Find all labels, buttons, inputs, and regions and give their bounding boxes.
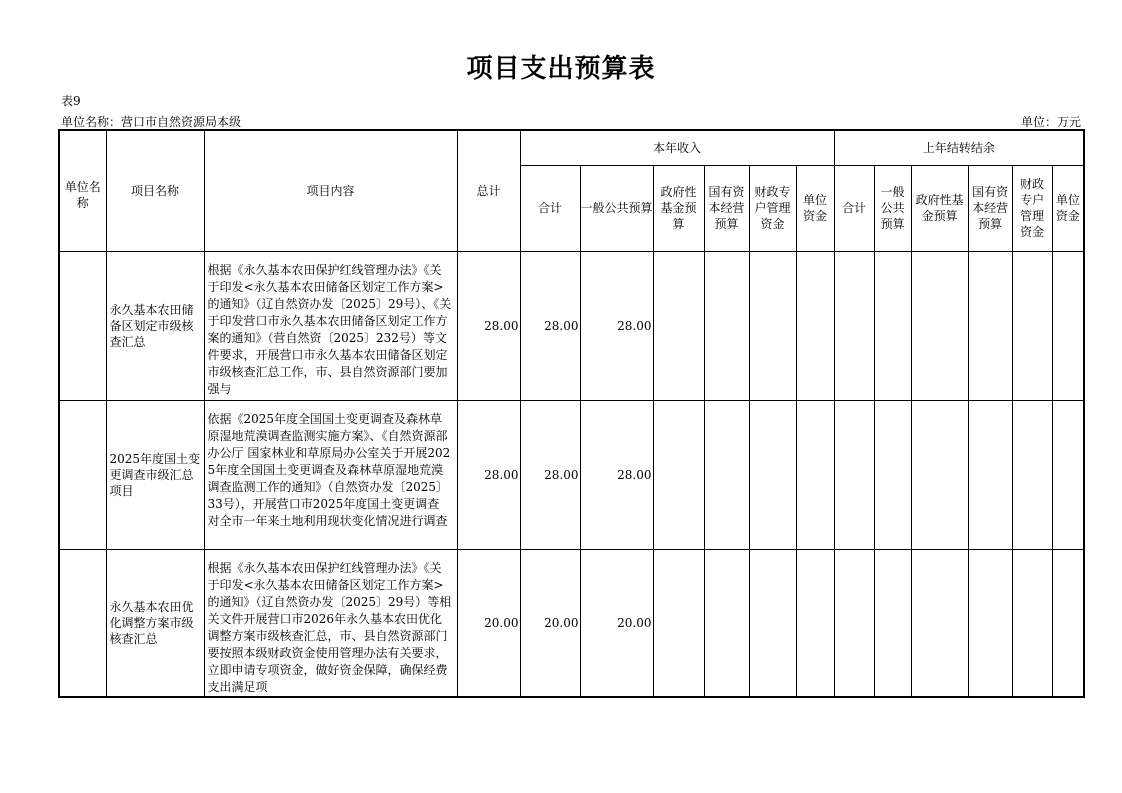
cell-empty: [796, 251, 834, 400]
cell-empty: [968, 400, 1012, 549]
header-prev-special: 财政专户管理资金: [1012, 165, 1052, 251]
cell-empty: [911, 400, 968, 549]
cell-empty: [653, 251, 704, 400]
cell-empty: [749, 549, 796, 697]
cell-empty: [1012, 549, 1052, 697]
table-row: [59, 400, 1084, 549]
header-cur-general: 一般公共预算: [580, 165, 653, 251]
cell-empty: [1012, 400, 1052, 549]
cell-cur-general: 28.00: [580, 251, 653, 400]
cell-empty: [834, 251, 874, 400]
cell-empty: [653, 400, 704, 549]
cell-project-name: 2025年度国土变更调查市级汇总项目: [106, 400, 204, 549]
cell-cur-total: 28.00: [520, 400, 580, 549]
budget-table: [58, 129, 1085, 698]
page-title: 项目支出预算表: [466, 54, 656, 84]
header-unit-name: 单位名称: [59, 130, 106, 251]
cell-empty: [834, 549, 874, 697]
cell-empty: [874, 549, 911, 697]
cell-total: 28.00: [457, 400, 520, 549]
table-number: 表9: [61, 94, 81, 108]
cell-empty: [704, 251, 749, 400]
cell-cur-general: 28.00: [580, 400, 653, 549]
cell-empty: [968, 251, 1012, 400]
cell-empty: [874, 400, 911, 549]
cell-empty: [704, 400, 749, 549]
header-project-content: 项目内容: [204, 130, 457, 251]
cell-cur-total: 20.00: [520, 549, 580, 697]
cell-cur-total: 28.00: [520, 251, 580, 400]
cell-empty: [1052, 251, 1084, 400]
header-row-1: [59, 130, 1084, 165]
cell-empty: [1052, 400, 1084, 549]
cell-empty: [911, 549, 968, 697]
header-project-name: 项目名称: [106, 130, 204, 251]
header-prev-total: 合计: [834, 165, 874, 251]
cell-project-content: 根据《永久基本农田保护红线管理办法》《关于印发<永久基本农田储备区划定工作方案>的通知》（辽自然资办发〔2025〕29号）、《关于印发营口市永久基本农田储备区划定工作方案的通知》（营自然资〔2025〕232号）等文件要求，开展营口市永久基本农田储备区划定市级核查汇总工作，市、县自然资源部门要加强与: [204, 251, 457, 400]
cell-empty: [911, 251, 968, 400]
header-cur-total: 合计: [520, 165, 580, 251]
table-row: [59, 251, 1084, 400]
cell-empty: [968, 549, 1012, 697]
cell-total: 28.00: [457, 251, 520, 400]
header-prev-general: 一般公共预算: [874, 165, 911, 251]
cell-total: 20.00: [457, 549, 520, 697]
header-cur-gov-fund: 政府性基金预算: [653, 165, 704, 251]
cell-project-name: 永久基本农田储备区划定市级核查汇总: [106, 251, 204, 400]
cell-unit-name: [59, 251, 106, 400]
cell-unit-name: [59, 549, 106, 697]
cell-empty: [749, 400, 796, 549]
unit-label: 单位：万元: [1020, 115, 1081, 129]
cell-empty: [749, 251, 796, 400]
header-cur-unit: 单位资金: [796, 165, 834, 251]
table-row: [59, 549, 1084, 697]
cell-empty: [1012, 251, 1052, 400]
header-current-income: 本年收入: [520, 130, 834, 165]
header-prev-state-capital: 国有资本经营预算: [968, 165, 1012, 251]
header-cur-special: 财政专户管理资金: [749, 165, 796, 251]
header-prev-gov-fund: 政府性基金预算: [911, 165, 968, 251]
header-cur-state-capital: 国有资本经营预算: [704, 165, 749, 251]
unit-name-label: 单位名称：营口市自然资源局本级: [61, 115, 242, 129]
cell-project-content: 依据《2025年度全国国土变更调查及森林草原湿地荒漠调查监测实施方案》、《自然资源部办公厅 国家林业和草原局办公室关于开展2025年度全国国土变更调查及森林草原湿地荒漠调查监测工作的通知》（自然资办发〔2025〕33号），开展营口市2025年度国土变更调查 对全市一年来土地利用现状变化情况进行调查: [204, 400, 457, 549]
header-prev-unit: 单位资金: [1052, 165, 1084, 251]
cell-project-content: 根据《永久基本农田保护红线管理办法》《关于印发<永久基本农田储备区划定工作方案>的通知》（辽自然资办发〔2025〕29号）等相关文件开展营口市2026年永久基本农田优化调整方案市级核查汇总，市、县自然资源部门要按照本级财政资金使用管理办法有关要求，立即申请专项资金，做好资金保障，确保经费支出满足项: [204, 549, 457, 697]
header-total: 总计: [457, 130, 520, 251]
cell-project-name: 永久基本农田优化调整方案市级核查汇总: [106, 549, 204, 697]
cell-cur-general: 20.00: [580, 549, 653, 697]
cell-empty: [834, 400, 874, 549]
header-prior-balance: 上年结转结余: [834, 130, 1084, 165]
cell-empty: [796, 549, 834, 697]
cell-empty: [653, 549, 704, 697]
cell-empty: [704, 549, 749, 697]
cell-empty: [796, 400, 834, 549]
cell-unit-name: [59, 400, 106, 549]
cell-empty: [874, 251, 911, 400]
cell-empty: [1052, 549, 1084, 697]
